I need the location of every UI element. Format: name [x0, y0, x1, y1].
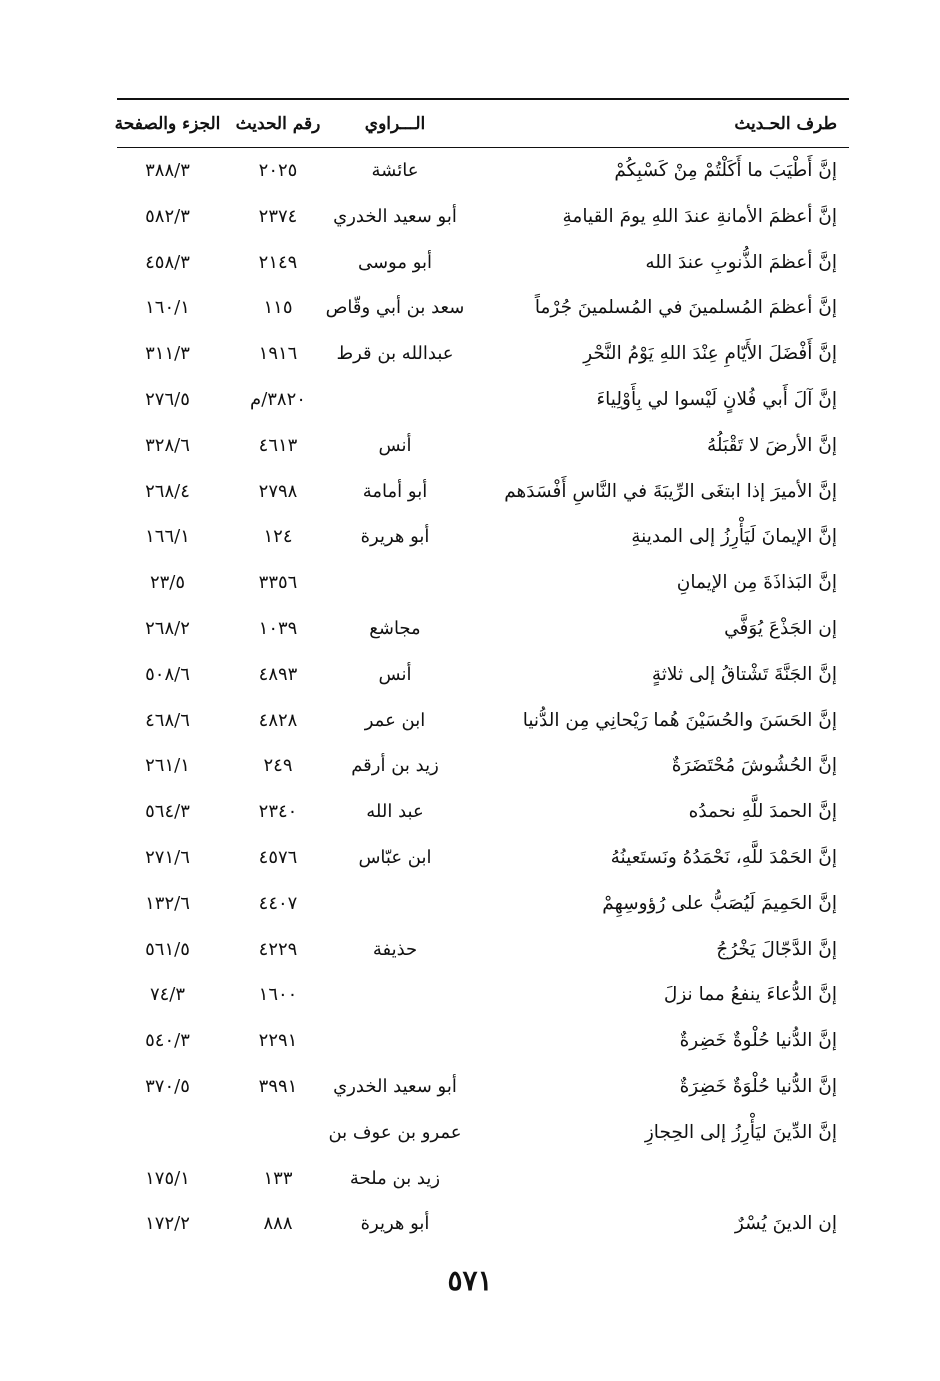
hadith-text: إنَّ الحَمِيمَ لَيُصَبُّ على رُؤوسِهِمْ — [602, 892, 837, 914]
table-row — [0, 198, 940, 244]
hadith-text: إنَّ الدُّعاءَ ينفعُ مما نزلَ — [663, 984, 837, 1006]
volume-page: ٥٨٢/٣ — [145, 205, 190, 227]
hadith-text: إنَّ أَطْيَبَ ما أَكَلْتُمْ مِنْ كَسْبِكُمْ — [614, 160, 837, 181]
narrator: أبو سعيد الخدري — [333, 1076, 457, 1097]
hadith-text: إنَّ أعظمَ الذُّنوبِ عندَ الله — [645, 251, 837, 273]
narrator: أنس — [378, 434, 412, 456]
table-row — [0, 427, 940, 473]
hadith-number: ٣٩٩١ — [258, 1076, 298, 1097]
table-row — [0, 152, 940, 198]
hadith-text: إنَّ الأميرَ إذا ابتغَى الرِّيبَةَ في النَّاسِ أَفْسَدَهم — [504, 480, 837, 502]
table-row — [0, 381, 940, 427]
hadith-number: ١٩١٦ — [258, 343, 298, 365]
table-row — [0, 793, 940, 839]
table-row — [0, 473, 940, 519]
hadith-text: إنَّ الحُشُوشَ مُحْتَضَرَةٌ — [671, 755, 837, 777]
narrator: أبو موسى — [357, 251, 433, 273]
header-rawi: الـــراوي — [364, 114, 426, 134]
narrator: عمرو بن عوف بن — [328, 1121, 462, 1143]
hadith-number: ٤٨٢٨ — [258, 709, 298, 731]
table-row — [0, 244, 940, 290]
table-row — [0, 564, 940, 610]
hadith-number: ٣٣٥٦ — [258, 572, 298, 594]
table-row — [0, 1114, 940, 1160]
volume-page: ٢٧٦/٥ — [145, 389, 190, 410]
hadith-text: إنَّ أَفْضَلَ الأَيّامِ عِنْدَ اللهِ يَوْمُ النَّحْرِ — [583, 343, 837, 365]
volume-page: ٧٤/٣ — [149, 984, 186, 1006]
narrator: أنس — [378, 663, 412, 685]
narrator: أبو هريرة — [360, 526, 430, 548]
table-row — [0, 610, 940, 656]
table-row — [0, 289, 940, 335]
hadith-text: إن الدينَ يُسْرٌ — [734, 1213, 837, 1235]
narrator: زيد بن أرقم — [351, 755, 439, 777]
volume-page: ٢٦٨/٢ — [145, 618, 190, 639]
hadith-number: ٤٦١٣ — [258, 434, 298, 456]
table-row — [0, 702, 940, 748]
hadith-number: ١٢٤ — [263, 526, 293, 548]
hadith-text: إنَّ الحَمْدَ للَّهِ، نَحْمَدُهُ ونَستَعينُهُ — [610, 847, 837, 868]
volume-page: ٢٦١/١ — [145, 755, 190, 777]
volume-page: ٢٦٨/٤ — [145, 480, 190, 502]
hadith-number: ١٠٣٩ — [258, 618, 298, 639]
table-row — [0, 747, 940, 793]
header-rule — [117, 147, 849, 148]
hadith-text: إنَّ الدِّينَ ليَأْرِزُ إلى الحِجازِ — [644, 1121, 837, 1143]
volume-page: ٣٧٠/٥ — [145, 1076, 190, 1097]
hadith-text: إنَّ الحمدَ للَّهِ نحمدُه — [688, 801, 837, 823]
narrator: زيد بن ملحة — [349, 1167, 441, 1189]
volume-page: ١٧٢/٢ — [145, 1213, 190, 1235]
table-row — [0, 518, 940, 564]
hadith-text: إنَّ آلَ أَبي فُلانٍ لَيْسوا لي بِأَوْلِياءَ — [596, 389, 837, 410]
narrator: عبدالله بن قرط — [336, 343, 454, 365]
narrator: أبو هريرة — [360, 1213, 430, 1235]
hadith-number: ٢١٤٩ — [258, 251, 298, 273]
narrator: عبد الله — [366, 801, 424, 823]
hadith-text: إنَّ الجَنَّةَ تَشْتاقُ إلى ثلاثةٍ — [651, 663, 837, 685]
hadith-text: إن الجَذْعَ يُوَفَّي — [724, 618, 837, 639]
hadith-number: ٢٢٩١ — [258, 1030, 298, 1052]
volume-page: ٢٣/٥ — [149, 572, 186, 594]
hadith-text: إنَّ البَذاذَةَ مِن الإيمانِ — [676, 572, 837, 594]
hadith-text: إنَّ الحَسَنَ والحُسَيْنَ هُما رَيْحانِي مِن الدُّنيا — [522, 709, 837, 731]
hadith-text: إنَّ أعظمَ الأمانةِ عندَ اللهِ يومَ القيامةِ — [562, 205, 837, 227]
table-row — [0, 1022, 940, 1068]
narrator: ابن عمر — [364, 709, 426, 731]
volume-page: ١٦٠/١ — [145, 297, 190, 319]
hadith-number: ٣٨٢٠/م — [250, 389, 306, 410]
volume-page: ٣٨٨/٣ — [145, 160, 190, 181]
header-hadith: طرف الحـديث — [734, 114, 837, 134]
hadith-number: ٤٤٠٧ — [258, 892, 298, 914]
volume-page: ٢٧١/٦ — [145, 847, 190, 868]
hadith-text: إنَّ الدَّجّالَ يَخْرُجُ — [716, 938, 837, 960]
narrator: ابن عبّاس — [358, 847, 432, 868]
hadith-text: إنَّ أعظمَ المُسلمينَ في المُسلمينَ جُرْماً — [534, 297, 837, 319]
hadith-number: ٨٨٨ — [263, 1213, 293, 1235]
narrator: سعد بن أبي وقّاص — [325, 297, 465, 319]
page-number: ٥٧١ — [447, 1264, 493, 1297]
hadith-number: ١١٥ — [263, 297, 293, 319]
hadith-number: ٤٢٢٩ — [258, 938, 298, 960]
table-row — [0, 656, 940, 702]
volume-page: ٥٦١/٥ — [145, 938, 190, 960]
table-row — [0, 1160, 940, 1206]
hadith-number: ٢٣٧٤ — [258, 205, 298, 227]
volume-page: ٣١١/٣ — [145, 343, 190, 365]
narrator: مجاشع — [369, 618, 421, 639]
volume-page: ١٧٥/١ — [145, 1167, 190, 1189]
hadith-number: ٤٨٩٣ — [258, 663, 298, 685]
table-row — [0, 976, 940, 1022]
table-row — [0, 335, 940, 381]
header-volume-page: الجزء والصفحة — [114, 114, 221, 134]
volume-page: ١٣٢/٦ — [145, 892, 190, 914]
hadith-number: ٢٠٢٥ — [258, 160, 298, 181]
hadith-number: ٢٣٤٠ — [258, 801, 298, 823]
hadith-number: ١٦٠٠ — [258, 984, 298, 1006]
volume-page: ٤٥٨/٣ — [145, 251, 190, 273]
hadith-text: إنَّ الدُّنيا حُلْوةٌ خَضِرةٌ — [679, 1030, 837, 1052]
header-number: رقم الحديث — [235, 114, 321, 134]
table-row — [0, 931, 940, 977]
table-row — [0, 1068, 940, 1114]
top-rule — [117, 98, 849, 100]
hadith-number: ٤٥٧٦ — [258, 847, 298, 868]
hadith-text: إنَّ الأرضَ لا تَقْبَلُهُ — [706, 434, 837, 456]
hadith-number: ٢٤٩ — [263, 755, 293, 777]
hadith-number: ٢٧٩٨ — [258, 480, 298, 502]
table-row — [0, 839, 940, 885]
hadith-text: إنَّ الإيمانَ لَيَأْرِزُ إلى المدينةِ — [631, 526, 837, 548]
volume-page: ١٦٦/١ — [145, 526, 190, 548]
narrator: عائشة — [371, 160, 419, 181]
table-row — [0, 885, 940, 931]
volume-page: ٥٤٠/٣ — [145, 1030, 190, 1052]
volume-page: ٥٠٨/٦ — [145, 663, 190, 685]
table-row — [0, 1205, 940, 1251]
volume-page: ٥٦٤/٣ — [145, 801, 190, 823]
volume-page: ٤٦٨/٦ — [145, 709, 190, 731]
hadith-number: ١٣٣ — [263, 1167, 293, 1189]
narrator: حذيفة — [372, 938, 418, 960]
hadith-text: إنَّ الدُّنيا حُلْوَةٌ خَضِرَةٌ — [679, 1076, 837, 1097]
narrator: أبو سعيد الخدري — [333, 205, 457, 227]
narrator: أبو أمامة — [362, 480, 428, 502]
volume-page: ٣٢٨/٦ — [145, 434, 190, 456]
